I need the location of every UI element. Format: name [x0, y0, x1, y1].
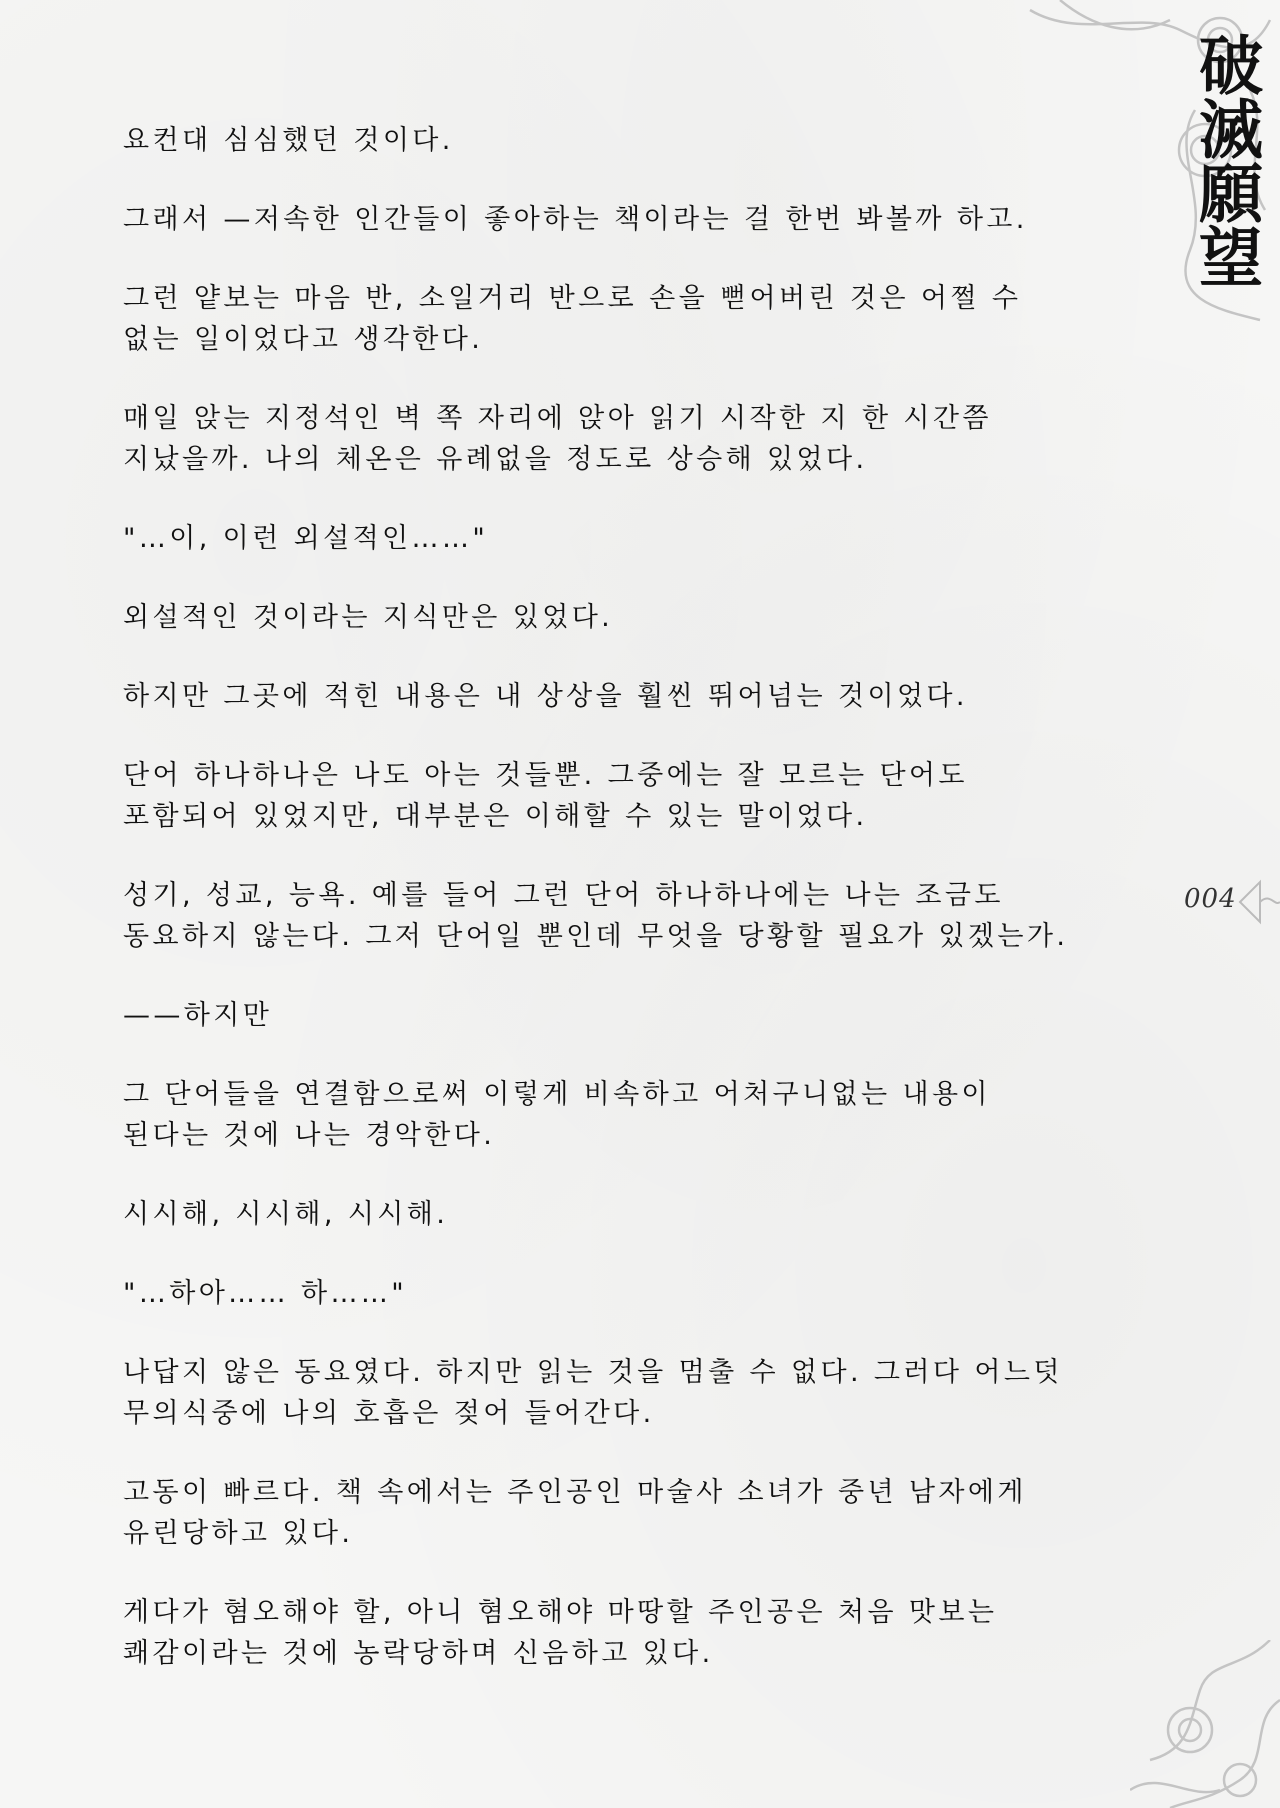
- text-line: "…하아…… 하……": [123, 1278, 408, 1309]
- text-line: 그래서 —저속한 인간들이 좋아하는 책이라는 걸 한번 봐볼까 하고.: [123, 204, 1028, 235]
- text-line: 하지만 그곳에 적힌 내용은 내 상상을 훨씬 뛰어넘는 것이었다.: [123, 681, 968, 712]
- paragraph: [123, 1273, 1153, 1314]
- text-line: 게다가 혐오해야 할, 아니 혐오해야 마땅할 주인공은 처음 맛보는: [123, 1597, 998, 1628]
- text-line: 무의식중에 나의 호흡은 젖어 들어간다.: [123, 1398, 655, 1429]
- page-number: 004: [1184, 884, 1237, 914]
- book-title: 破滅願望: [1188, 32, 1263, 288]
- paragraph: [123, 1352, 1153, 1434]
- paragraph: [123, 398, 1153, 480]
- text-line: 그 단어들을 연결함으로써 이렇게 비속하고 어처구니없는 내용이: [123, 1079, 991, 1110]
- text-line: 시시해, 시시해, 시시해.: [123, 1199, 449, 1230]
- paragraph: [123, 755, 1153, 837]
- text-line: 유린당하고 있다.: [123, 1518, 354, 1549]
- paragraph: [123, 875, 1153, 957]
- text-line: 단어 하나하나은 나도 아는 것들뿐. 그중에는 잘 모르는 단어도: [123, 760, 968, 791]
- book-title-vertical: [1188, 32, 1262, 288]
- text-line: "…이, 이런 외설적인……": [123, 523, 489, 554]
- paragraph: [123, 199, 1153, 240]
- text-line: 그런 얕보는 마음 반, 소일거리 반으로 손을 뻗어버린 것은 어쩔 수: [123, 283, 1022, 314]
- text-line: 외설적인 것이라는 지식만은 있었다.: [123, 602, 614, 633]
- paragraph: [123, 278, 1153, 360]
- text-line: 없는 일이었다고 생각한다.: [123, 324, 484, 355]
- swirl-ornament-middle: [1235, 862, 1280, 942]
- text-line: ——하지만: [123, 1000, 273, 1031]
- text-line: 지났을까. 나의 체온은 유례없을 정도로 상승해 있었다.: [123, 444, 868, 475]
- text-line: 매일 앉는 지정석인 벽 쪽 자리에 앉아 읽기 시작한 지 한 시간쯤: [123, 403, 992, 434]
- text-line: 고동이 빠르다. 책 속에서는 주인공인 마술사 소녀가 중년 남자에게: [123, 1477, 1027, 1508]
- text-line: 포함되어 있었지만, 대부분은 이해할 수 있는 말이었다.: [123, 801, 868, 832]
- paragraph: [123, 1074, 1153, 1156]
- text-line: 나답지 않은 동요였다. 하지만 읽는 것을 멈출 수 없다. 그러다 어느덧: [123, 1357, 1063, 1388]
- body-text: [123, 120, 1153, 1712]
- paragraph: [123, 676, 1153, 717]
- paragraph: [123, 120, 1153, 161]
- text-line: 쾌감이라는 것에 농락당하며 신음하고 있다.: [123, 1638, 714, 1669]
- text-line: 동요하지 않는다. 그저 단어일 뿐인데 무엇을 당황할 필요가 있겠는가.: [123, 921, 1069, 952]
- text-line: 된다는 것에 나는 경악한다.: [123, 1120, 496, 1151]
- paragraph: [123, 597, 1153, 638]
- text-line: 성기, 성교, 능욕. 예를 들어 그런 단어 하나하나에는 나는 조금도: [123, 880, 1004, 911]
- paragraph: [123, 1194, 1153, 1235]
- paragraph: [123, 1472, 1153, 1554]
- text-line: 요컨대 심심했던 것이다.: [123, 125, 454, 156]
- paragraph: [123, 995, 1153, 1036]
- paragraph: [123, 1592, 1153, 1674]
- paragraph: [123, 518, 1153, 559]
